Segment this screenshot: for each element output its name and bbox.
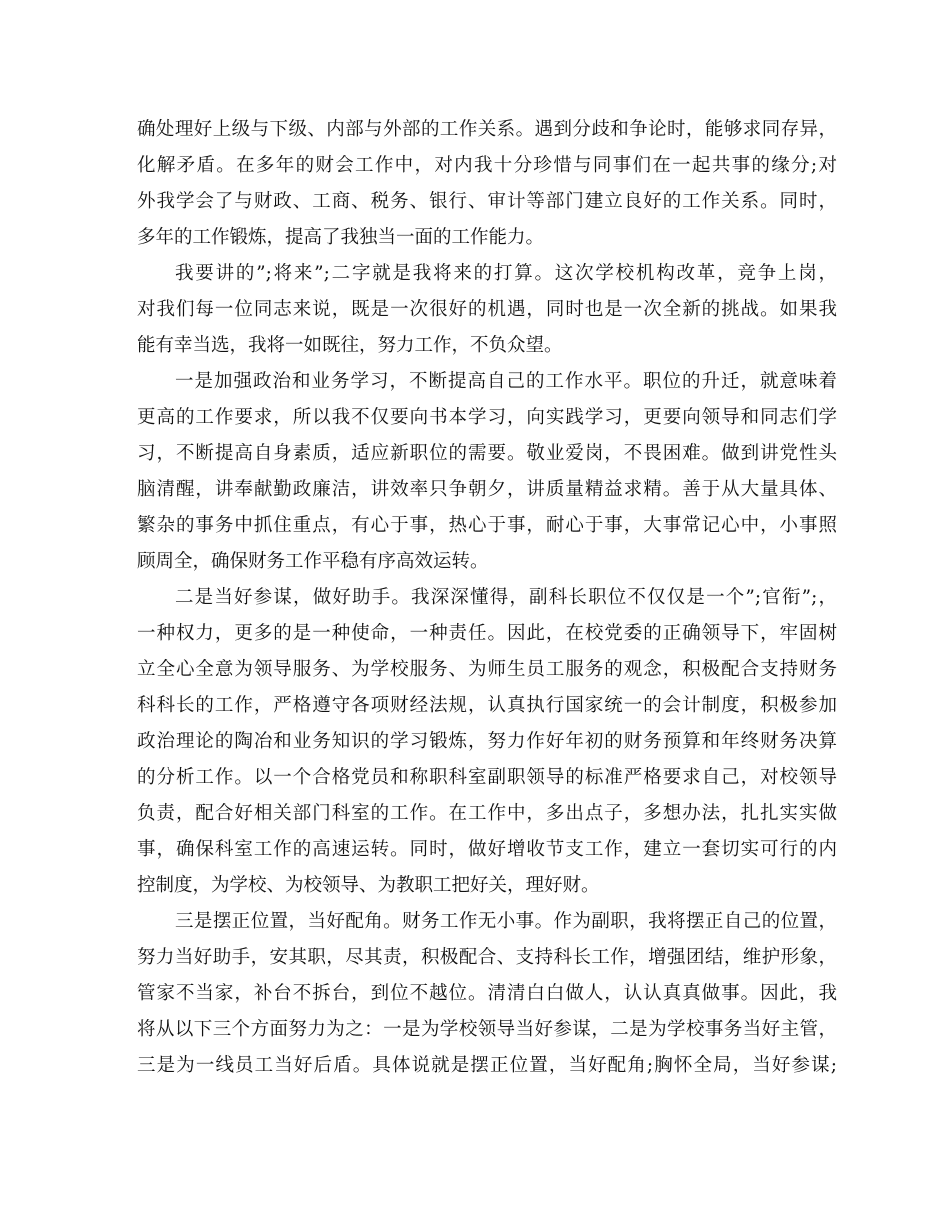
text-line: 对我们每一位同志来说，既是一次很好的机遇，同时也是一次全新的挑战。如果我 — [137, 299, 837, 320]
text-line: 控制度，为学校、为校领导、为教职工把好关，理好财。 — [137, 875, 600, 896]
text-line: 事，确保科室工作的高速运转。同时，做好增收节支工作，建立一套切实可行的内 — [137, 839, 837, 860]
text-line: 脑清醒，讲奉献勤政廉洁，讲效率只争朝夕，讲质量精益求精。善于从大量具体、 — [137, 479, 837, 500]
text-line: 的分析工作。以一个合格党员和称职科室副职领导的标准严格要求自己，对校领导 — [137, 767, 837, 788]
text-line: 努力当好助手，安其职，尽其责，积极配合、支持科长工作，增强团结，维护形象， — [137, 947, 837, 968]
document-body — [137, 112, 837, 1084]
text-line: 立全心全意为领导服务、为学校服务、为师生员工服务的观念，积极配合支持财务 — [137, 659, 837, 680]
text-line: 顾周全，确保财务工作平稳有序高效运转。 — [137, 551, 489, 572]
text-line: 三是为一线员工当好后盾。具体说就是摆正位置，当好配角;胸怀全局，当好参谋; — [137, 1055, 837, 1076]
text-line: 多年的工作锻炼，提高了我独当一面的工作能力。 — [137, 227, 545, 248]
text-line: 更高的工作要求，所以我不仅要向书本学习，向实践学习，更要向领导和同志们学 — [137, 407, 837, 428]
text-line: 管家不当家，补台不拆台，到位不越位。清清白白做人，认认真真做事。因此，我 — [137, 983, 837, 1004]
text-line: 三是摆正位置，当好配角。财务工作无小事。作为副职，我将摆正自己的位置， — [175, 911, 837, 932]
text-line: 外我学会了与财政、工商、税务、银行、审计等部门建立良好的工作关系。同时， — [137, 191, 837, 212]
text-line: 化解矛盾。在多年的财会工作中，对内我十分珍惜与同事们在一起共事的缘分;对 — [137, 155, 837, 176]
text-line: 繁杂的事务中抓住重点，有心于事，热心于事，耐心于事，大事常记心中，小事照 — [137, 515, 837, 536]
text-line: 确处理好上级与下级、内部与外部的工作关系。遇到分歧和争论时，能够求同存异， — [137, 119, 837, 140]
text-line: 习，不断提高自身素质，适应新职位的需要。敬业爱岗，不畏困难。做到讲党性头 — [137, 443, 837, 464]
text-line: 一种权力，更多的是一种使命，一种责任。因此，在校党委的正确领导下，牢固树 — [137, 623, 837, 644]
text-line: 能有幸当选，我将一如既往，努力工作，不负众望。 — [137, 335, 563, 356]
text-line: 将从以下三个方面努力为之：一是为学校领导当好参谋，二是为学校事务当好主管， — [137, 1019, 837, 1040]
text-line: 我要讲的”;将来”;二字就是我将来的打算。这次学校机构改革，竞争上岗， — [175, 263, 837, 284]
text-line: 一是加强政治和业务学习，不断提高自己的工作水平。职位的升迁，就意味着 — [175, 371, 837, 392]
text-line: 政治理论的陶冶和业务知识的学习锻炼，努力作好年初的财务预算和年终财务决算 — [137, 731, 837, 752]
text-line: 负责，配合好相关部门科室的工作。在工作中，多出点子，多想办法，扎扎实实做 — [137, 803, 837, 824]
text-line: 二是当好参谋，做好助手。我深深懂得，副科长职位不仅仅是一个”;官衔”;， — [175, 587, 837, 608]
text-line: 科科长的工作，严格遵守各项财经法规，认真执行国家统一的会计制度，积极参加 — [137, 695, 837, 716]
